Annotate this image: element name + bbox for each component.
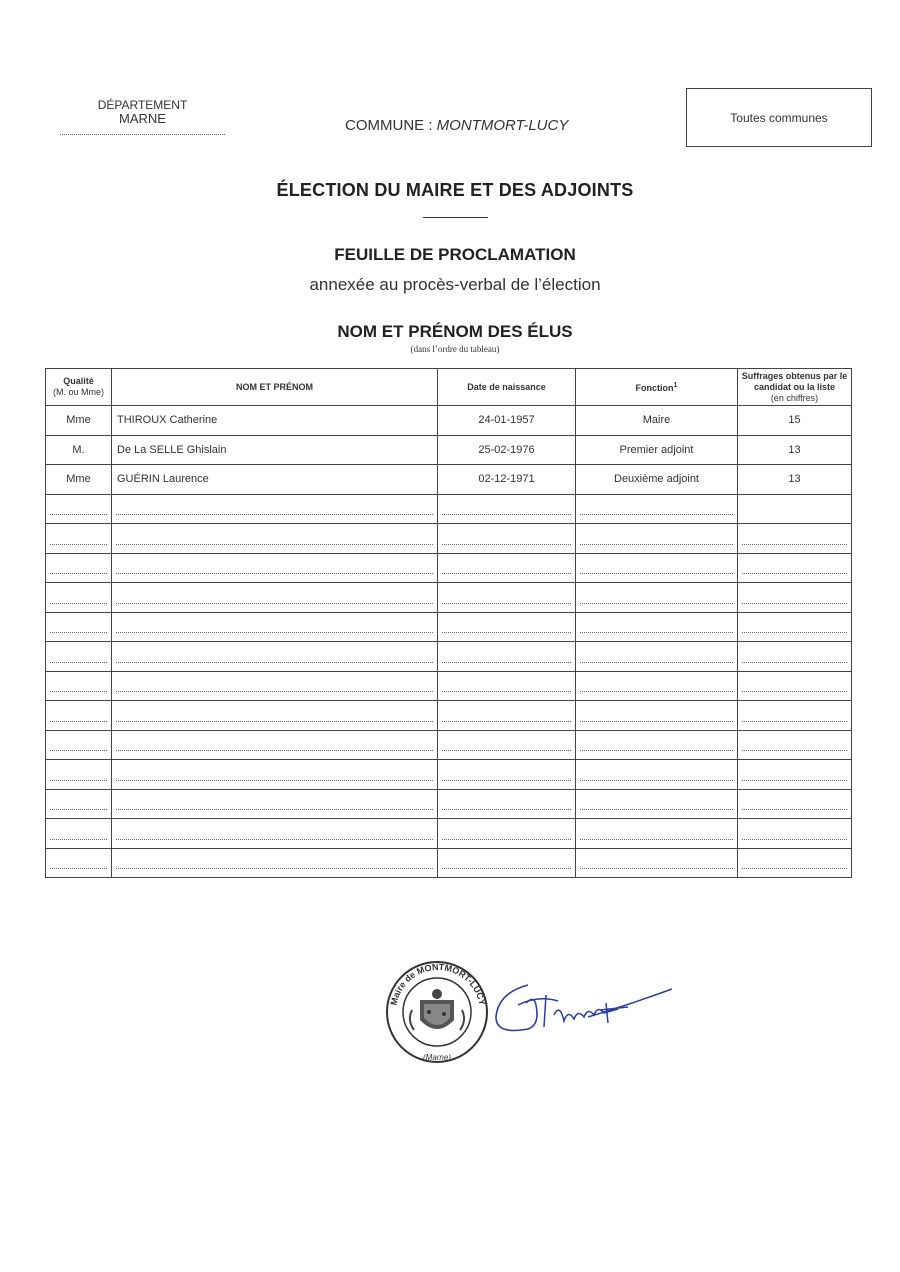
seal-region: (Marne) bbox=[422, 1053, 452, 1062]
cell-fonction-empty bbox=[576, 819, 738, 849]
cell-fonction-empty bbox=[576, 701, 738, 731]
cell-naissance-empty bbox=[438, 494, 576, 524]
dotted-fill-line bbox=[116, 514, 433, 515]
dotted-fill-line bbox=[742, 780, 847, 781]
cell-naissance-empty bbox=[438, 612, 576, 642]
departement-label: DÉPARTEMENT bbox=[97, 98, 188, 112]
dotted-fill-line bbox=[742, 721, 847, 722]
cell-qualite: Mme bbox=[46, 406, 112, 436]
cell-qualite-empty bbox=[46, 819, 112, 849]
cell-suffrages-empty bbox=[738, 848, 852, 878]
cell-suffrages-empty bbox=[738, 819, 852, 849]
table-header-row bbox=[46, 369, 852, 406]
empty-table-row bbox=[46, 789, 852, 819]
header-naissance: Date de naissance bbox=[438, 369, 576, 406]
departement-underline bbox=[60, 134, 225, 135]
dotted-fill-line bbox=[442, 662, 571, 663]
cell-nom-empty bbox=[112, 819, 438, 849]
header-qualite-label: Qualité bbox=[63, 376, 94, 386]
dotted-fill-line bbox=[580, 573, 733, 574]
header-suffrages bbox=[738, 369, 852, 406]
dotted-fill-line bbox=[116, 603, 433, 604]
dotted-fill-line bbox=[442, 780, 571, 781]
dotted-fill-line bbox=[116, 544, 433, 545]
section-title: NOM ET PRÉNOM DES ÉLUS bbox=[337, 322, 573, 341]
empty-table-row bbox=[46, 819, 852, 849]
dotted-fill-line bbox=[580, 514, 733, 515]
dotted-fill-line bbox=[580, 839, 733, 840]
dotted-fill-line bbox=[580, 691, 733, 692]
footnote-marker: 1 bbox=[673, 382, 678, 389]
cell-nom-empty bbox=[112, 583, 438, 613]
cell-naissance-empty bbox=[438, 701, 576, 731]
cell-fonction: Premier adjoint bbox=[576, 435, 738, 465]
header-fonction bbox=[576, 369, 738, 406]
cell-qualite-empty bbox=[46, 671, 112, 701]
empty-table-row bbox=[46, 701, 852, 731]
cell-naissance: 02-12-1971 bbox=[438, 465, 576, 495]
cell-suffrages-empty bbox=[738, 524, 852, 554]
cell-fonction-empty bbox=[576, 583, 738, 613]
cell-naissance-empty bbox=[438, 642, 576, 672]
cell-nom-empty bbox=[112, 553, 438, 583]
dotted-fill-line bbox=[742, 603, 847, 604]
cell-fonction-empty bbox=[576, 612, 738, 642]
cell-qualite-empty bbox=[46, 553, 112, 583]
cell-fonction-empty bbox=[576, 671, 738, 701]
table-row bbox=[46, 435, 852, 465]
cell-fonction-empty bbox=[576, 642, 738, 672]
section-note: (dans l’ordre du tableau) bbox=[410, 344, 500, 354]
dotted-fill-line bbox=[50, 691, 107, 692]
seal-text: Maire de MONTMORT-LUCY bbox=[388, 961, 488, 1007]
dotted-fill-line bbox=[442, 868, 571, 869]
cell-suffrages-empty bbox=[738, 789, 852, 819]
dotted-fill-line bbox=[580, 780, 733, 781]
cell-fonction: Maire bbox=[576, 406, 738, 436]
dotted-fill-line bbox=[742, 868, 847, 869]
cell-fonction-empty bbox=[576, 553, 738, 583]
dotted-fill-line bbox=[50, 750, 107, 751]
cell-suffrages: 13 bbox=[738, 465, 852, 495]
dotted-fill-line bbox=[580, 809, 733, 810]
header-qualite-sub: (M. ou Mme) bbox=[52, 387, 104, 397]
cell-naissance-empty bbox=[438, 583, 576, 613]
dotted-fill-line bbox=[580, 721, 733, 722]
dotted-fill-line bbox=[50, 603, 107, 604]
dotted-fill-line bbox=[580, 868, 733, 869]
cell-qualite-empty bbox=[46, 524, 112, 554]
header-nom: NOM ET PRÉNOM bbox=[112, 369, 438, 406]
dotted-fill-line bbox=[742, 839, 847, 840]
cell-fonction: Deuxième adjoint bbox=[576, 465, 738, 495]
dotted-fill-line bbox=[442, 544, 571, 545]
empty-table-row bbox=[46, 760, 852, 790]
cell-qualite: M. bbox=[46, 435, 112, 465]
cell-nom-empty bbox=[112, 730, 438, 760]
dotted-fill-line bbox=[442, 721, 571, 722]
dotted-fill-line bbox=[116, 839, 433, 840]
dotted-fill-line bbox=[742, 809, 847, 810]
sheet-title: FEUILLE DE PROCLAMATION bbox=[334, 245, 576, 264]
empty-table-row bbox=[46, 730, 852, 760]
dotted-fill-line bbox=[742, 750, 847, 751]
header-suffrages-label: Suffrages obtenus par le candidat ou la liste bbox=[741, 370, 848, 392]
header-qualite bbox=[46, 369, 112, 406]
cell-naissance-empty bbox=[438, 848, 576, 878]
table-row bbox=[46, 406, 852, 436]
dotted-fill-line bbox=[50, 839, 107, 840]
dotted-fill-line bbox=[442, 750, 571, 751]
dotted-fill-line bbox=[742, 691, 847, 692]
empty-table-row bbox=[46, 583, 852, 613]
dotted-fill-line bbox=[116, 868, 433, 869]
empty-table-row bbox=[46, 494, 852, 524]
cell-qualite: Mme bbox=[46, 465, 112, 495]
dotted-fill-line bbox=[116, 721, 433, 722]
title-divider bbox=[423, 217, 488, 218]
cell-nom-empty bbox=[112, 789, 438, 819]
dotted-fill-line bbox=[442, 603, 571, 604]
dotted-fill-line bbox=[50, 809, 107, 810]
dotted-fill-line bbox=[742, 544, 847, 545]
empty-table-row bbox=[46, 671, 852, 701]
dotted-fill-line bbox=[442, 691, 571, 692]
cell-qualite-empty bbox=[46, 494, 112, 524]
cell-suffrages-empty bbox=[738, 553, 852, 583]
cell-suffrages-empty bbox=[738, 760, 852, 790]
dotted-fill-line bbox=[50, 868, 107, 869]
dotted-fill-line bbox=[50, 632, 107, 633]
cell-suffrages-empty bbox=[738, 642, 852, 672]
dotted-fill-line bbox=[580, 662, 733, 663]
cell-qualite-empty bbox=[46, 730, 112, 760]
document-title: ÉLECTION DU MAIRE ET DES ADJOINTS bbox=[276, 180, 634, 200]
commune-value: MONTMORT-LUCY bbox=[436, 117, 569, 134]
dotted-fill-line bbox=[116, 632, 433, 633]
cell-suffrages-empty bbox=[738, 701, 852, 731]
cell-suffrages-empty bbox=[738, 612, 852, 642]
commune-line bbox=[345, 117, 568, 134]
cell-qualite-empty bbox=[46, 760, 112, 790]
cell-suffrages: 15 bbox=[738, 406, 852, 436]
cell-fonction-empty bbox=[576, 760, 738, 790]
dotted-fill-line bbox=[50, 573, 107, 574]
cell-qualite-empty bbox=[46, 612, 112, 642]
cell-qualite-empty bbox=[46, 789, 112, 819]
cell-suffrages-empty bbox=[738, 494, 852, 524]
cell-naissance: 24-01-1957 bbox=[438, 406, 576, 436]
dotted-fill-line bbox=[442, 839, 571, 840]
cell-suffrages-empty bbox=[738, 583, 852, 613]
cell-nom-empty bbox=[112, 494, 438, 524]
cell-naissance-empty bbox=[438, 524, 576, 554]
dotted-fill-line bbox=[442, 809, 571, 810]
cell-fonction-empty bbox=[576, 730, 738, 760]
dotted-fill-line bbox=[50, 514, 107, 515]
cell-fonction-empty bbox=[576, 848, 738, 878]
dotted-fill-line bbox=[442, 514, 571, 515]
dotted-fill-line bbox=[580, 632, 733, 633]
dotted-fill-line bbox=[742, 632, 847, 633]
header-fonction-label: Fonction bbox=[635, 383, 674, 393]
empty-table-row bbox=[46, 553, 852, 583]
cell-qualite-empty bbox=[46, 583, 112, 613]
scope-label: Toutes communes bbox=[730, 110, 828, 125]
cell-nom: THIROUX Catherine bbox=[112, 406, 438, 436]
cell-qualite-empty bbox=[46, 701, 112, 731]
cell-naissance-empty bbox=[438, 730, 576, 760]
empty-table-row bbox=[46, 524, 852, 554]
commune-label: COMMUNE : bbox=[345, 117, 433, 134]
cell-nom-empty bbox=[112, 848, 438, 878]
cell-naissance: 25-02-1976 bbox=[438, 435, 576, 465]
cell-fonction-empty bbox=[576, 789, 738, 819]
cell-nom: De La SELLE Ghislain bbox=[112, 435, 438, 465]
cell-qualite-empty bbox=[46, 642, 112, 672]
dotted-fill-line bbox=[50, 780, 107, 781]
dotted-fill-line bbox=[580, 750, 733, 751]
dotted-fill-line bbox=[116, 750, 433, 751]
elected-officials-table bbox=[45, 368, 852, 878]
svg-text:Maire de MONTMORT-LUCY bbox=[389, 962, 488, 1006]
sheet-subtitle: annexée au procès-verbal de l’élection bbox=[309, 275, 601, 294]
empty-table-row bbox=[46, 612, 852, 642]
dotted-fill-line bbox=[50, 544, 107, 545]
dotted-fill-line bbox=[442, 573, 571, 574]
mayor-seal-stamp bbox=[382, 950, 492, 1065]
dotted-fill-line bbox=[442, 632, 571, 633]
dotted-fill-line bbox=[580, 544, 733, 545]
cell-nom-empty bbox=[112, 701, 438, 731]
cell-naissance-empty bbox=[438, 819, 576, 849]
cell-nom-empty bbox=[112, 760, 438, 790]
cell-naissance-empty bbox=[438, 789, 576, 819]
cell-suffrages: 13 bbox=[738, 435, 852, 465]
departement-block bbox=[60, 98, 225, 126]
empty-table-row bbox=[46, 848, 852, 878]
dotted-fill-line bbox=[50, 662, 107, 663]
cell-nom-empty bbox=[112, 642, 438, 672]
cell-naissance-empty bbox=[438, 760, 576, 790]
cell-nom-empty bbox=[112, 612, 438, 642]
scope-box bbox=[686, 88, 872, 147]
dotted-fill-line bbox=[742, 662, 847, 663]
empty-table-row bbox=[46, 642, 852, 672]
dotted-fill-line bbox=[116, 809, 433, 810]
dotted-fill-line bbox=[116, 780, 433, 781]
seal-emblem-icon bbox=[410, 989, 464, 1030]
dotted-fill-line bbox=[116, 691, 433, 692]
cell-suffrages-empty bbox=[738, 671, 852, 701]
cell-naissance-empty bbox=[438, 671, 576, 701]
cell-suffrages-empty bbox=[738, 730, 852, 760]
dotted-fill-line bbox=[116, 662, 433, 663]
dotted-fill-line bbox=[742, 573, 847, 574]
departement-value: MARNE bbox=[119, 111, 166, 126]
dotted-fill-line bbox=[116, 573, 433, 574]
dotted-fill-line bbox=[50, 721, 107, 722]
table-row bbox=[46, 465, 852, 495]
cell-nom-empty bbox=[112, 524, 438, 554]
cell-fonction-empty bbox=[576, 494, 738, 524]
header-suffrages-sub: (en chiffres) bbox=[770, 392, 819, 403]
cell-nom: GUÉRIN Laurence bbox=[112, 465, 438, 495]
cell-fonction-empty bbox=[576, 524, 738, 554]
cell-nom-empty bbox=[112, 671, 438, 701]
dotted-fill-line bbox=[580, 603, 733, 604]
cell-naissance-empty bbox=[438, 553, 576, 583]
cell-qualite-empty bbox=[46, 848, 112, 878]
mayor-signature bbox=[488, 965, 678, 1050]
